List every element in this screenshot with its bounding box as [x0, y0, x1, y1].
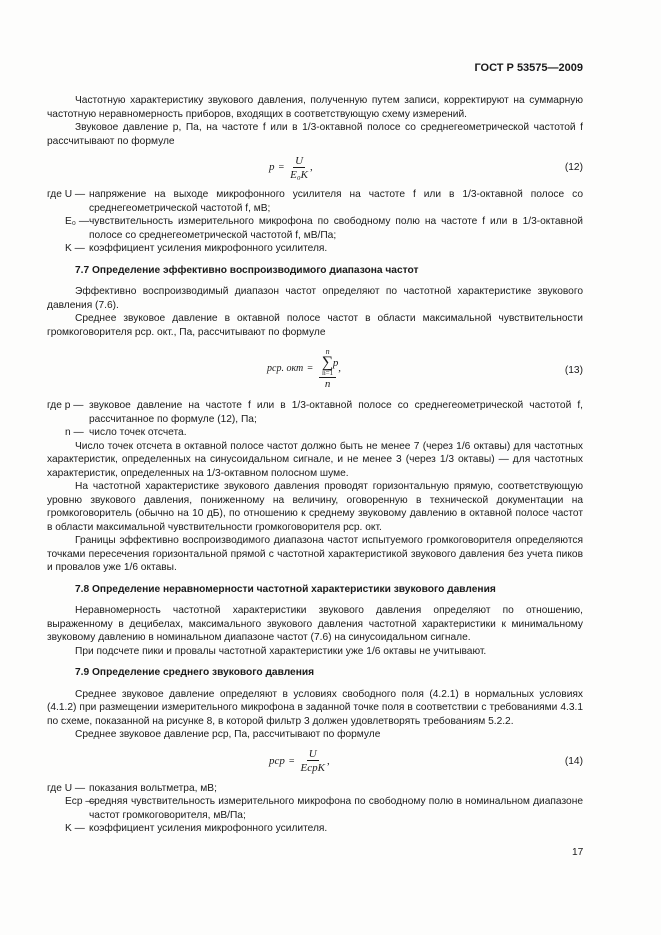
formula-12-fraction: [290, 155, 308, 182]
paragraph-sound-pressure-intro: Звуковое давление p, Па, на частоте f или в 1/3-октавной полосе со среднегеометрической частотой f рассчитывают по формуле: [47, 122, 583, 147]
section-heading-7-7: 7.7 Определение эффективно воспроизводимого диапазона частот: [75, 264, 419, 276]
where-term: K —: [65, 243, 85, 254]
where-14-item-1: [47, 782, 583, 796]
where-12-item-2: [47, 215, 583, 242]
where-term: Eср —: [65, 796, 96, 807]
section-heading-7-9: 7.9 Определение среднего звукового давления: [75, 667, 315, 678]
formula-14-lhs: pср: [269, 754, 285, 767]
where-term: E₀ —: [65, 216, 90, 227]
where-desc: показания вольтметра, мВ;: [89, 782, 217, 794]
where-13-item-1: [47, 399, 583, 426]
paragraph-7-9-b: Среднее звуковое давление pср, Па, рассчитывают по формуле: [75, 729, 381, 740]
where-term: K —: [65, 823, 85, 834]
page-content: [47, 94, 583, 836]
where-desc: коэффициент усиления микрофонного усилителя.: [89, 243, 328, 254]
formula-14: [47, 747, 583, 777]
formula-13-lhs: pср. окт: [267, 363, 304, 375]
where-term: где U —: [47, 189, 86, 200]
formula-12-denominator: E₀K: [290, 168, 309, 181]
formula-12-numerator: U: [295, 154, 304, 167]
formula-13-denominator: n: [324, 377, 331, 390]
where-desc: число точек отсчета.: [89, 427, 187, 438]
where-desc: коэффициент усиления микрофонного усилителя.: [89, 823, 328, 834]
where-desc: средняя чувствительность измерительного микрофона по свободному полю в номинальном диапазоне частот громкоговорителя, мВ/Па;: [89, 796, 583, 821]
formula-13-eq: =: [307, 363, 313, 375]
formula-13: [47, 344, 583, 394]
where-desc: звуковое давление на частоте f или в 1/3-октавной полосе со среднегеометрической частотой f, рассчитанное по формуле (12), Па;: [89, 400, 583, 425]
formula-14-fraction: [301, 748, 325, 775]
where-14-item-2: [47, 795, 583, 822]
paragraph-7-8-a: Неравномерность частотной характеристики звукового давления определяют по отношению, выраженному в децибелах, максимального звукового давления частотной характеристики к минимальному звуковому давлению в номинальном диапазоне частот (7.6) на синусоидальном сигнале.: [47, 605, 583, 643]
where-12-item-1: [47, 188, 583, 215]
sum-sign: ∑: [321, 353, 334, 371]
formula-14-trail: ,: [326, 754, 330, 767]
paragraph-7-7-e: Границы эффективно воспроизводимого диапазона частот испытуемого громкоговорителя определяются точками пересечения горизонтальной прямой с частотной характеристикой звукового давления без учета пиков и провалов уже 1/6 октавы.: [47, 535, 583, 573]
section-heading-7-8: 7.8 Определение неравномерности частотной характеристики звукового давления: [75, 583, 496, 595]
paragraph-frequency-response: Частотную характеристику звукового давления, полученную путем записи, корректируют на суммарную частотную неравномерность приборов, входящих в соответствующую схему измерений.: [47, 95, 583, 120]
formula-12-number: (12): [564, 162, 583, 173]
formula-13-number: (13): [564, 365, 583, 376]
page-number: 17: [572, 847, 584, 858]
standard-header: ГОСТ Р 53575—2009: [474, 62, 583, 74]
formula-14-number: (14): [564, 755, 583, 767]
formula-14-numerator: U: [308, 748, 317, 760]
paragraph-7-7-a: Эффективно воспроизводимый диапазон частот определяют по частотной характеристике звукового давления (7.6).: [47, 286, 583, 311]
where-14-item-3: [47, 822, 583, 836]
where-term: n —: [65, 427, 84, 438]
where-term: где U —: [47, 782, 86, 794]
paragraph-7-7-b: Среднее звуковое давление в октавной полосе частот в области максимальной чувствительности громкоговорителя pср. окт., Па, рассчитывают по формуле: [47, 313, 583, 338]
where-term: где p —: [47, 400, 84, 411]
formula-14-denominator: EсрK: [300, 762, 325, 774]
formula-13-fraction: [319, 346, 339, 391]
where-13-item-2: [47, 426, 583, 440]
paragraph-7-7-c: Число точек отсчета в октавной полосе частот должно быть не менее 7 (через 1/6 октавы) для частотных характеристик, определенных на синусоидальном сигнале, и не менее 3 (через 1/3 октавы) — для частотных характеристик, определенных на 1/3-октавном полосном шуме.: [47, 440, 583, 479]
paragraph-7-7-d: На частотной характеристике звукового давления проводят горизонтальную прямую, соответствующую уровню звукового давления, пониженному на величину, оговоренную в технической документации на громкоговоритель (обычно на 10 дБ), по отношению к среднему звуковому давлению в октавной полосе частот в области максимальной чувствительности громкоговорителя pср. окт.: [47, 481, 583, 533]
sum-lower-limit: n=1: [322, 368, 334, 377]
formula-14-eq: =: [288, 755, 295, 767]
formula-12-eq: =: [278, 162, 285, 174]
formula-13-trail: ,: [338, 362, 342, 375]
paragraph-7-9-a: Среднее звуковое давление определяют в условиях свободного поля (4.2.1) в нормальных условиях (4.1.2) при размещении измерительного микрофона в заданной точке поля в соответствии с требованиями 4.3.1 по схеме, показанной на рисунке 8, в которой фильтр 3 должен удовлетворять требованиям 5.2.2.: [47, 688, 583, 727]
formula-12-lhs: p: [269, 161, 275, 174]
formula-12: [47, 153, 583, 183]
formula-13-numerator: n ∑ n=1 p: [319, 348, 336, 378]
formula-12-trail: ,: [310, 161, 313, 174]
where-desc: чувствительность измерительного микрофона по свободному полю на частоте f или в 1/3-октавной полосе со среднегеометрической частотой f, мВ/Па;: [89, 216, 583, 241]
where-desc: напряжение на выходе микрофонного усилителя на частоте f или в 1/3-октавной полосе со среднегеометрической частотой f, мВ;: [89, 189, 583, 214]
paragraph-7-8-b: При подсчете пики и провалы частотной характеристики уже 1/6 октавы не учитывают.: [75, 645, 487, 657]
where-12-item-3: [47, 242, 583, 256]
sum-upper-limit: n: [325, 346, 330, 356]
